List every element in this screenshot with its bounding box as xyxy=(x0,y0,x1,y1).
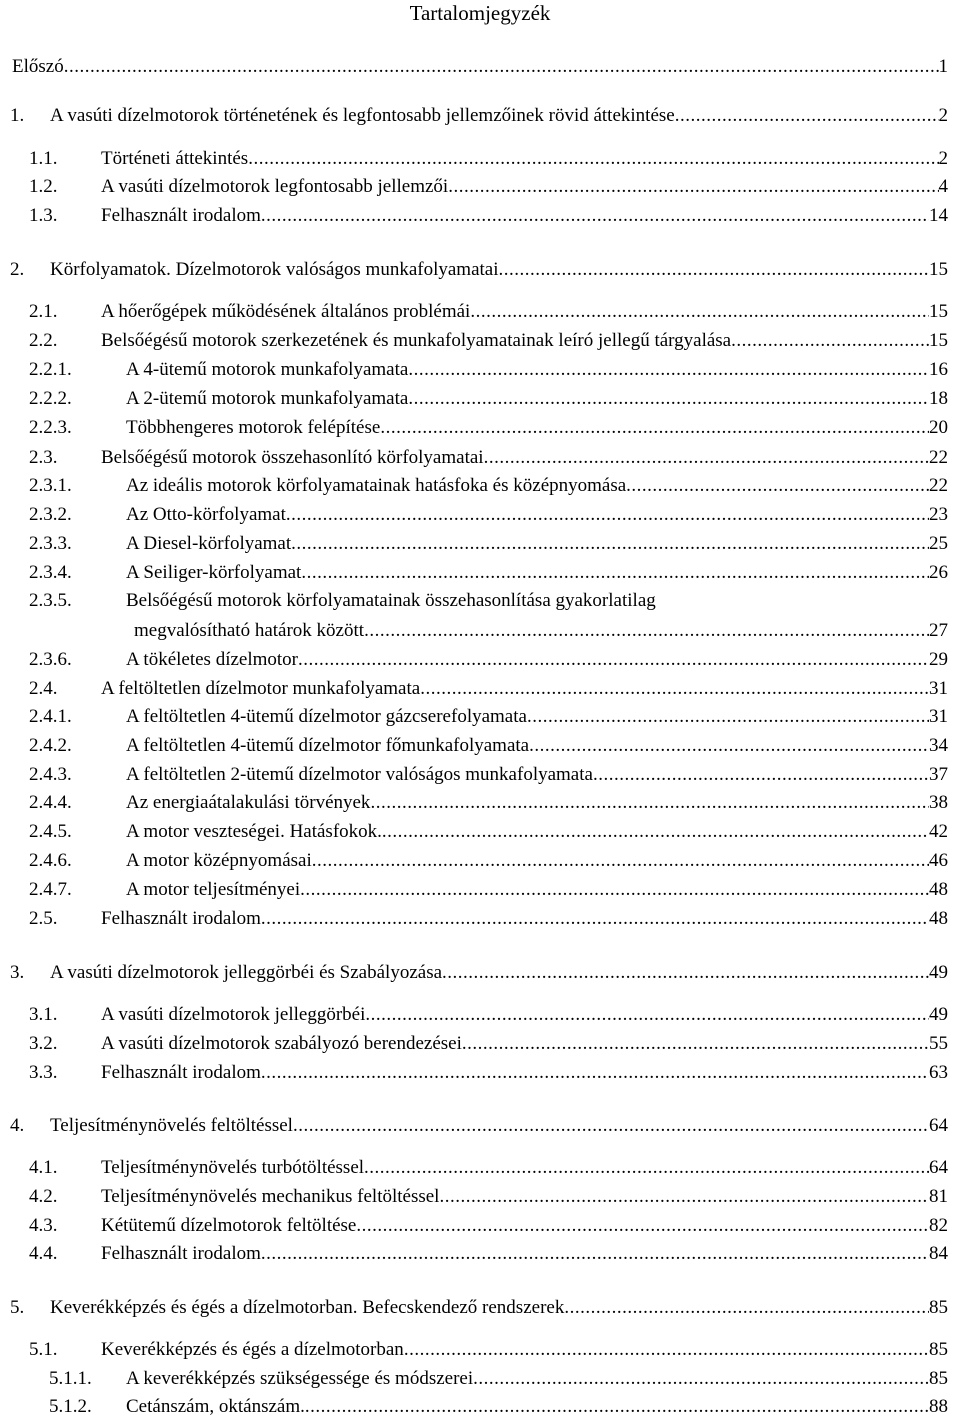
toc-entry-page: 4 xyxy=(938,176,948,197)
toc-entry-page: 15 xyxy=(929,301,948,322)
toc-entry[interactable] xyxy=(29,1030,948,1058)
toc-entry-page: 38 xyxy=(929,792,948,813)
dot-leader xyxy=(380,414,929,442)
dot-leader xyxy=(408,385,929,413)
toc-entry-page: 84 xyxy=(929,1243,948,1264)
toc-entry[interactable] xyxy=(29,761,948,789)
toc-entry-page: 16 xyxy=(929,359,948,380)
toc-entry-page: 29 xyxy=(929,649,948,670)
toc-entry-number: 5.1.1. xyxy=(49,1368,92,1389)
toc-entry-title: Kétütemű dízelmotorok feltöltése xyxy=(101,1215,357,1236)
toc-entry-title: A feltöltetlen 4-ütemű dízelmotor gázcserefolyamata xyxy=(126,706,527,727)
toc-entry[interactable] xyxy=(10,256,948,284)
toc-entry-title: Teljesítménynövelés mechanikus feltöltéssel xyxy=(101,1186,440,1207)
dot-leader xyxy=(365,1001,929,1029)
toc-entry-page: 15 xyxy=(929,259,948,280)
toc-entry[interactable] xyxy=(29,1212,948,1240)
toc-entry[interactable] xyxy=(29,145,948,173)
toc-entry-page: 2 xyxy=(938,105,948,126)
toc-entry-title: A vasúti dízelmotorok legfontosabb jellemzői xyxy=(101,176,449,197)
toc-entry-number: 2.3.5. xyxy=(29,590,72,611)
dot-leader xyxy=(291,530,929,558)
toc-entry-continuation[interactable] xyxy=(134,617,948,645)
toc-entry[interactable] xyxy=(29,444,948,472)
toc-entry-number: 3.2. xyxy=(29,1033,58,1054)
toc-entry-page: 48 xyxy=(929,908,948,929)
toc-entry-title: Belsőégésű motorok körfolyamatainak összehasonlítása gyakorlatilag xyxy=(126,590,656,611)
toc-entry[interactable] xyxy=(29,530,948,558)
toc-entry-title: A vasúti dízelmotorok jelleggörbéi xyxy=(101,1004,366,1025)
toc-entry-number: 5. xyxy=(10,1297,25,1318)
toc-entry-title: Történeti áttekintés xyxy=(101,148,249,169)
toc-entry-title: A 4-ütemű motorok munkafolyamata xyxy=(126,359,409,380)
toc-entry-page: 46 xyxy=(929,850,948,871)
toc-entry-number: 2.2.3. xyxy=(29,417,72,438)
toc-entry-number: 2.5. xyxy=(29,908,58,929)
toc-entry-title: A vasúti dízelmotorok történetének és legfontosabb jellemzőinek rövid áttekintése xyxy=(50,105,675,126)
toc-entry-page: 2 xyxy=(938,148,948,169)
toc-entry-number: 2. xyxy=(10,259,25,280)
toc-entry-title: A 2-ütemű motorok munkafolyamata xyxy=(126,388,409,409)
dot-leader xyxy=(731,327,929,355)
toc-entry-number: 2.2.1. xyxy=(29,359,72,380)
toc-entry-number: 3.3. xyxy=(29,1062,58,1083)
toc-entry-number: 3. xyxy=(10,962,25,983)
dot-leader xyxy=(286,501,929,529)
toc-entry-number: 5.1.2. xyxy=(49,1396,92,1417)
toc-entry-number: 2.4.3. xyxy=(29,764,72,785)
dot-leader xyxy=(404,1336,929,1364)
toc-entry-page: 49 xyxy=(929,962,948,983)
toc-entry-number: 1.2. xyxy=(29,176,58,197)
toc-entry[interactable] xyxy=(29,472,948,500)
toc-entry-number: 5.1. xyxy=(29,1339,58,1360)
toc-entry-title: Az ideális motorok körfolyamatainak hatásfoka és középnyomása xyxy=(126,475,627,496)
toc-entry-title: A tökéletes dízelmotor xyxy=(126,649,299,670)
toc-entry-number: 2.2.2. xyxy=(29,388,72,409)
toc-entry-number: 2.4.4. xyxy=(29,792,72,813)
dot-leader xyxy=(300,876,929,904)
toc-entry-page: 27 xyxy=(929,620,948,641)
dot-leader xyxy=(64,53,939,81)
dot-leader xyxy=(527,703,929,731)
toc-entry-page: 31 xyxy=(929,706,948,727)
toc-entry[interactable] xyxy=(49,1393,948,1421)
toc-entry[interactable] xyxy=(29,173,948,201)
toc-entry-title: Felhasznált irodalom xyxy=(101,908,261,929)
toc-entry-title: A feltöltetlen dízelmotor munkafolyamata xyxy=(101,678,421,699)
toc-entry[interactable] xyxy=(29,298,948,326)
toc-entry-title: A vasúti dízelmotorok jelleggörbéi és Szabályozása xyxy=(50,962,443,983)
toc-entry-page: 25 xyxy=(929,533,948,554)
toc-entry-title: Többhengeres motorok felépítése xyxy=(126,417,381,438)
toc-entry-page: 55 xyxy=(929,1033,948,1054)
toc-entry-title: A motor teljesítményei xyxy=(126,879,301,900)
toc-entry[interactable] xyxy=(10,102,948,130)
toc-entry-page: 22 xyxy=(929,447,948,468)
dot-leader xyxy=(408,356,929,384)
toc-entry-number: 2.3. xyxy=(29,447,58,468)
dot-leader xyxy=(305,1393,929,1421)
dot-leader xyxy=(420,675,929,703)
toc-entry-page: 37 xyxy=(929,764,948,785)
toc-entry-page: 31 xyxy=(929,678,948,699)
toc-entry[interactable] xyxy=(29,202,948,230)
toc-entry-title: Előszó xyxy=(12,56,64,77)
toc-entry-title: A hőerőgépek működésének általános problémái xyxy=(101,301,471,322)
dot-leader xyxy=(448,173,938,201)
toc-entry-page: 82 xyxy=(929,1215,948,1236)
toc-entry[interactable] xyxy=(29,1154,948,1182)
dot-leader xyxy=(301,559,929,587)
dot-leader xyxy=(593,761,929,789)
toc-entry-title: A feltöltetlen 4-ütemű dízelmotor főmunkafolyamata xyxy=(126,735,530,756)
toc-entry-page: 88 xyxy=(929,1396,948,1417)
toc-entry-title: Belsőégésű motorok összehasonlító körfolyamatai xyxy=(101,447,484,468)
dot-leader xyxy=(312,847,929,875)
toc-entry-title: A motor veszteségei. Hatásfokok. xyxy=(126,821,382,842)
toc-entry[interactable] xyxy=(29,501,948,529)
toc-entry-page: 85 xyxy=(929,1297,948,1318)
toc-entry-page: 85 xyxy=(929,1339,948,1360)
toc-entry-title: Felhasznált irodalom xyxy=(101,1243,261,1264)
dot-leader xyxy=(626,472,929,500)
toc-entry-title-continued: megvalósítható határok között xyxy=(134,620,365,641)
toc-entry-page: 85 xyxy=(929,1368,948,1389)
toc-entry-number: 2.1. xyxy=(29,301,58,322)
toc-entry-number: 1.3. xyxy=(29,205,58,226)
toc-entry-number: 2.3.2. xyxy=(29,504,72,525)
toc-entry-page: 20 xyxy=(929,417,948,438)
toc-entry-number: 4. xyxy=(10,1115,25,1136)
dot-leader xyxy=(370,789,929,817)
toc-entry-number: 4.4. xyxy=(29,1243,58,1264)
dot-leader xyxy=(364,617,929,645)
toc-entry[interactable] xyxy=(29,905,948,933)
dot-leader xyxy=(442,959,929,987)
toc-entry[interactable] xyxy=(10,959,948,987)
toc-entry[interactable] xyxy=(29,732,948,760)
toc-entry[interactable] xyxy=(29,646,948,674)
toc-entry-page: 14 xyxy=(929,205,948,226)
toc-entry[interactable] xyxy=(29,356,948,384)
dot-leader xyxy=(261,202,929,230)
toc-entry-title: Teljesítménynövelés feltöltéssel xyxy=(50,1115,293,1136)
toc-entry-page: 23 xyxy=(929,504,948,525)
toc-entry[interactable] xyxy=(29,414,948,442)
dot-leader xyxy=(529,732,929,760)
toc-entry-title: Felhasznált irodalom xyxy=(101,205,261,226)
dot-leader xyxy=(364,1154,929,1182)
toc-entry-title: A motor középnyomásai xyxy=(126,850,312,871)
toc-entry[interactable] xyxy=(49,1365,948,1393)
toc-entry-title: A Seiliger-körfolyamat xyxy=(126,562,302,583)
dot-leader xyxy=(293,1112,929,1140)
dot-leader xyxy=(484,444,929,472)
toc-entry-number: 2.3.1. xyxy=(29,475,72,496)
dot-leader xyxy=(564,1294,929,1322)
toc-entry-page: 1 xyxy=(938,56,948,77)
toc-entry-title: Az Otto-körfolyamat xyxy=(126,504,286,525)
toc-entry[interactable] xyxy=(29,327,948,355)
toc-entry-page: 63 xyxy=(929,1062,948,1083)
toc-entry-page: 26 xyxy=(929,562,948,583)
toc-entry[interactable] xyxy=(29,703,948,731)
dot-leader xyxy=(675,102,939,130)
toc-entry-number: 2.3.3. xyxy=(29,533,72,554)
dot-leader xyxy=(248,145,938,173)
toc-entry-page: 34 xyxy=(929,735,948,756)
toc-entry-number: 1. xyxy=(10,105,25,126)
dot-leader xyxy=(439,1183,929,1211)
toc-entry-title: Keverékképzés és égés a dízelmotorban. Befecskendező rendszerek xyxy=(50,1297,565,1318)
toc-entry[interactable] xyxy=(0,53,948,81)
toc-entry-title: A Diesel-körfolyamat xyxy=(126,533,292,554)
toc-entry-number: 2.3.6. xyxy=(29,649,72,670)
toc-entry-number: 2.4.1. xyxy=(29,706,72,727)
toc-entry[interactable] xyxy=(29,847,948,875)
toc-entry[interactable] xyxy=(29,789,948,817)
toc-entry-number: 2.3.4. xyxy=(29,562,72,583)
toc-entry-number: 4.3. xyxy=(29,1215,58,1236)
toc-entry-title: Felhasznált irodalom xyxy=(101,1062,261,1083)
toc-entry-page: 18 xyxy=(929,388,948,409)
toc-entry-number: 2.4.2. xyxy=(29,735,72,756)
toc-entry[interactable] xyxy=(29,385,948,413)
toc-entry-title: Cetánszám, oktánszám. xyxy=(126,1396,305,1417)
toc-entry-page: 64 xyxy=(929,1157,948,1178)
toc-entry-number: 2.2. xyxy=(29,330,58,351)
toc-entry-number: 1.1. xyxy=(29,148,58,169)
dot-leader xyxy=(298,646,929,674)
toc-entry-number: 3.1. xyxy=(29,1004,58,1025)
page-title: Tartalomjegyzék xyxy=(409,1,551,25)
toc-entry[interactable] xyxy=(29,1240,948,1268)
toc-entry-number: 4.1. xyxy=(29,1157,58,1178)
toc-entry-page: 48 xyxy=(929,879,948,900)
toc-entry-page: 15 xyxy=(929,330,948,351)
toc-entry[interactable] xyxy=(29,818,948,846)
toc-entry-title: Az energiaátalakulási törvények xyxy=(126,792,371,813)
dot-leader xyxy=(499,256,930,284)
dot-leader xyxy=(470,298,929,326)
dot-leader xyxy=(261,905,929,933)
toc-entry-title: Teljesítménynövelés turbótöltéssel xyxy=(101,1157,365,1178)
toc-entry-page: 22 xyxy=(929,475,948,496)
toc-entry[interactable] xyxy=(29,1059,948,1087)
toc-entry-title: A keverékképzés szükségessége és módszerei xyxy=(126,1368,474,1389)
toc-entry[interactable] xyxy=(29,1183,948,1211)
dot-leader xyxy=(382,818,929,846)
toc-entry-number: 2.4. xyxy=(29,678,58,699)
toc-entry-number: 2.4.7. xyxy=(29,879,72,900)
toc-entry[interactable] xyxy=(29,1336,948,1364)
toc-entry-page: 64 xyxy=(929,1115,948,1136)
toc-entry-page: 42 xyxy=(929,821,948,842)
toc-entry-title: Keverékképzés és égés a dízelmotorban xyxy=(101,1339,404,1360)
toc-entry-number: 4.2. xyxy=(29,1186,58,1207)
toc-entry-page: 81 xyxy=(929,1186,948,1207)
toc-entry[interactable] xyxy=(29,559,948,587)
toc-entry[interactable] xyxy=(10,1294,948,1322)
toc-entry-title: A vasúti dízelmotorok szabályozó berendezései xyxy=(101,1033,462,1054)
dot-leader xyxy=(261,1059,929,1087)
toc-entry-page: 49 xyxy=(929,1004,948,1025)
toc-entry-title: Körfolyamatok. Dízelmotorok valóságos munkafolyamatai xyxy=(50,259,499,280)
toc-entry[interactable] xyxy=(29,1001,948,1029)
toc-entry-title: Belsőégésű motorok szerkezetének és munkafolyamatainak leíró jellegű tárgyalása xyxy=(101,330,732,351)
dot-leader xyxy=(462,1030,929,1058)
toc-entry-number: 2.4.5. xyxy=(29,821,72,842)
toc-entry[interactable] xyxy=(29,675,948,703)
dot-leader xyxy=(356,1212,929,1240)
dot-leader xyxy=(473,1365,929,1393)
dot-leader xyxy=(261,1240,929,1268)
toc-entry-number: 2.4.6. xyxy=(29,850,72,871)
toc-entry-title: A feltöltetlen 2-ütemű dízelmotor valóságos munkafolyamata xyxy=(126,764,593,785)
toc-entry[interactable] xyxy=(29,587,948,615)
toc-entry[interactable] xyxy=(10,1112,948,1140)
toc-entry[interactable] xyxy=(29,876,948,904)
